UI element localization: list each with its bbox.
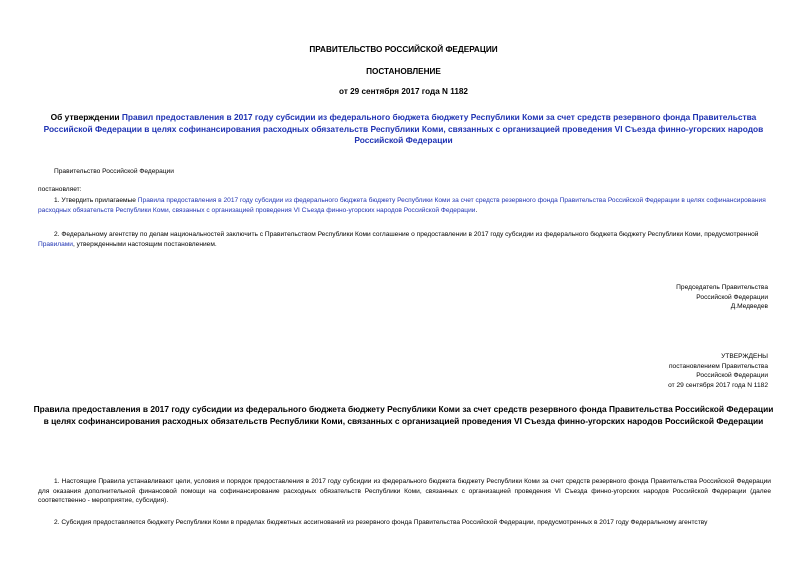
- approval-by: постановлением Правительства: [668, 362, 768, 370]
- approval-block: [560, 352, 768, 390]
- rules-paragraph-2: 2. Субсидия предоставляется бюджету Республики Коми в пределах бюджетных ассигнований из резервного фонда Правительства Российской Федерации, предусмотренных в 2017 году Федеральному агентству: [54, 519, 708, 526]
- signature-title: Председатель Правительства: [676, 284, 768, 291]
- signature-name: Д.Медведев: [730, 303, 768, 311]
- item-2-rules-link[interactable]: Правилами: [38, 240, 73, 248]
- item-1: [38, 196, 771, 215]
- signature-block: [560, 283, 768, 312]
- decrees-line: постановляет:: [38, 186, 82, 193]
- item-1-prefix: 1. Утвердить прилагаемые: [54, 197, 138, 204]
- rules-title: Правила предоставления в 2017 году субсидии из федерального бюджета бюджету Республики Коми за счет средств резервного фонда Правительства Российской Федерации в целях софинансирования расходных обязательств Республики Коми, связанных с организацией проведения VI Съезда финно-угорских народов Российской Федерации: [33, 404, 774, 426]
- resolution-date: от 29 сентября 2017 года N 1182: [339, 87, 468, 96]
- approval-date: от 29 сентября 2017 года N 1182: [668, 381, 768, 389]
- title-prefix: Об утверждении: [50, 112, 122, 122]
- resolution-title: [30, 112, 777, 147]
- item-2-prefix: 2. Федеральному агентству по делам национальностей заключить с Правительством Республики Коми соглашение о предоставлении в 2017 году субсидии из федерального бюджета бюджету Республики Коми, предусмотренной: [54, 231, 759, 238]
- title-rules-link[interactable]: Правил предоставления в 2017 году субсидии из федерального бюджета бюджету Республики Коми за счет средств резервного фонда Правительства Российской Федерации в целях софинансирования расходных обязательств Республики Коми, связанных с организацией проведения VI Съезда финно-угорских народов Российской Федерации: [43, 112, 764, 146]
- item-2: [38, 230, 771, 249]
- item-2-suffix: , утвержденными настоящим постановлением.: [73, 240, 217, 248]
- approval-org: Российской Федерации: [696, 372, 768, 380]
- signature-org: Российской Федерации: [696, 293, 768, 301]
- resolution-heading: ПОСТАНОВЛЕНИЕ: [366, 67, 441, 76]
- government-heading: ПРАВИТЕЛЬСТВО РОССИЙСКОЙ ФЕДЕРАЦИИ: [309, 45, 498, 54]
- rules-paragraph-1: 1. Настоящие Правила устанавливают цели, условия и порядок предоставления в 2017 году субсидии из федерального бюджета бюджету Республики Коми за счет средств резервного фонда Правительства Российской Федерации для оказания дополнительной финансовой помощи на софинансирование расходных обязательств Республики Коми, связанных с организацией проведения VI Съезда финно-угорских народов Российской Федерации (далее соответственно - мероприятие, субсидия).: [38, 478, 771, 505]
- government-line: Правительство Российской Федерации: [54, 168, 174, 175]
- item-1-rules-link[interactable]: Правила предоставления в 2017 году субсидии из федерального бюджета бюджету Республики Коми за счет средств резервного фонда Правительства Российской Федерации в целях софинансирования расходных обязательств Республики Коми, связанных с организацией проведения VI Съезда финно-угорских народов Российской Федерации: [38, 197, 766, 214]
- approval-heading: УТВЕРЖДЕНЫ: [721, 353, 768, 360]
- item-1-suffix: .: [475, 206, 478, 214]
